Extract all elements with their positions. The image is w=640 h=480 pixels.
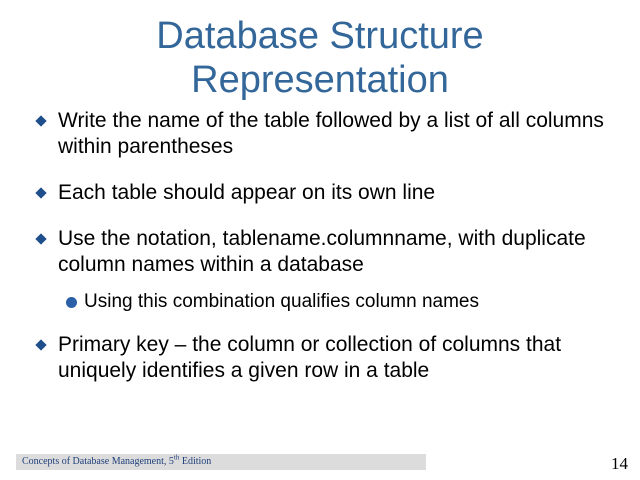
footer-superscript: th	[173, 453, 180, 462]
sub-bullet-text: Using this combination qualifies column names	[84, 291, 479, 312]
bullet-text: Use the notation, tablename.columnname, with duplicate column names within a database	[58, 227, 586, 276]
bullet-item	[34, 108, 624, 160]
footer-prefix: Concepts of Database Management, 5	[22, 456, 174, 467]
diamond-bullet-icon	[35, 233, 46, 244]
page-number: 14	[611, 454, 628, 473]
diamond-bullet-icon	[35, 339, 46, 350]
footer-bar	[16, 454, 426, 470]
sub-bullet-item	[64, 290, 624, 314]
bullet-item	[34, 180, 624, 206]
footer-suffix: Edition	[179, 456, 212, 467]
slide-title-line-2: Representation	[191, 59, 449, 101]
bullet-item	[34, 226, 624, 278]
bullet-text: Each table should appear on its own line	[58, 181, 436, 204]
circle-bullet-icon	[66, 297, 77, 308]
slide-title-line-1: Database Structure	[156, 15, 484, 57]
diamond-bullet-icon	[35, 187, 46, 198]
footer-citation	[22, 453, 212, 467]
bullet-item	[34, 332, 624, 384]
bullet-text: Write the name of the table followed by a list of all columns within parentheses	[58, 109, 604, 158]
slide-title	[0, 14, 640, 102]
bullet-text: Primary key – the column or collection of columns that uniquely identifies a given row in a table	[58, 333, 562, 382]
bullet-list	[34, 108, 624, 404]
diamond-bullet-icon	[35, 115, 46, 126]
